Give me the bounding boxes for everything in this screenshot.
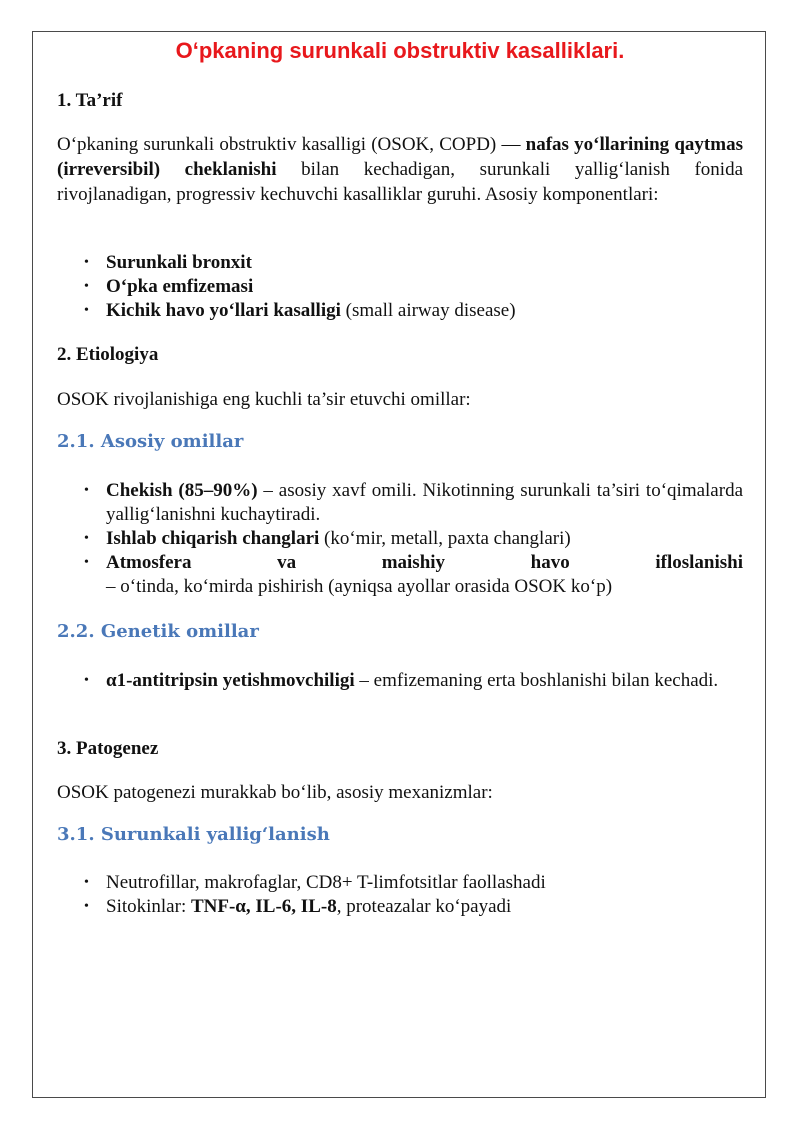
- section-1-heading: 1. Ta’rif: [57, 90, 123, 111]
- section-1-paragraph: [57, 132, 743, 207]
- section-3-intro: OSOK patogenezi murakkab bo‘lib, asosiy mexanizmlar:: [57, 782, 493, 803]
- subsection-2-1-heading: 2.1. Asosiy omillar: [57, 431, 244, 452]
- list-item: • α1-antitripsin yetishmovchiligi – emfizemaning erta boshlanishi bilan kechadi.: [57, 669, 743, 693]
- subsection-3-1-heading: 3.1. Surunkali yallig‘lanish: [57, 824, 330, 845]
- definition-text-end: bilan kechadigan, surunkali yallig‘lanish fonida rivojlanadigan, progressiv kechuvchi kasalliklar guruhi. Asosiy komponentlari:: [57, 159, 744, 205]
- section-2-intro: OSOK rivojlanishiga eng kuchli ta’sir etuvchi omillar:: [57, 389, 471, 410]
- component-list: [57, 251, 743, 323]
- list-item: • Kichik havo yo‘llari kasalligi (small airway disease): [57, 299, 743, 323]
- list-item: • Ishlab chiqarish changlari (ko‘mir, metall, paxta changlari): [57, 527, 743, 551]
- list-item: • Chekish (85–90%) – asosiy xavf omili. Nikotinning surunkali ta’siri to‘qimalarda yallig‘lanishni kuchaytiradi.: [57, 479, 743, 527]
- list-item: • Atmosfera va maishiy havo ifloslanishi – o‘tinda, ko‘mirda pishirish (ayniqsa ayollar orasida OSOK ko‘p): [57, 551, 743, 599]
- definition-text: O‘pkaning surunkali obstruktiv kasalligi (OSOK, COPD) —: [57, 134, 526, 155]
- genetic-factors-list: [57, 669, 743, 693]
- list-item: • Surunkali bronxit: [57, 251, 743, 275]
- list-item: • O‘pka emfizemasi: [57, 275, 743, 299]
- list-item: • Neutrofillar, makrofaglar, CD8+ T-limfotsitlar faollashadi: [57, 871, 743, 895]
- subsection-2-2-heading: 2.2. Genetik omillar: [57, 621, 259, 642]
- definition-bold: nafas yo‘llarining qaytmas (irreversibil) cheklanishi: [57, 134, 743, 180]
- document-title: O‘pkaning surunkali obstruktiv kasalliklari.: [175, 38, 625, 63]
- section-2-heading: 2. Etiologiya: [57, 344, 159, 365]
- inflammation-list: [57, 871, 743, 919]
- section-3-heading: 3. Patogenez: [57, 738, 159, 759]
- list-item: • Sitokinlar: TNF-α, IL-6, IL-8, proteazalar ko‘payadi: [57, 895, 743, 919]
- main-factors-list: [57, 479, 743, 599]
